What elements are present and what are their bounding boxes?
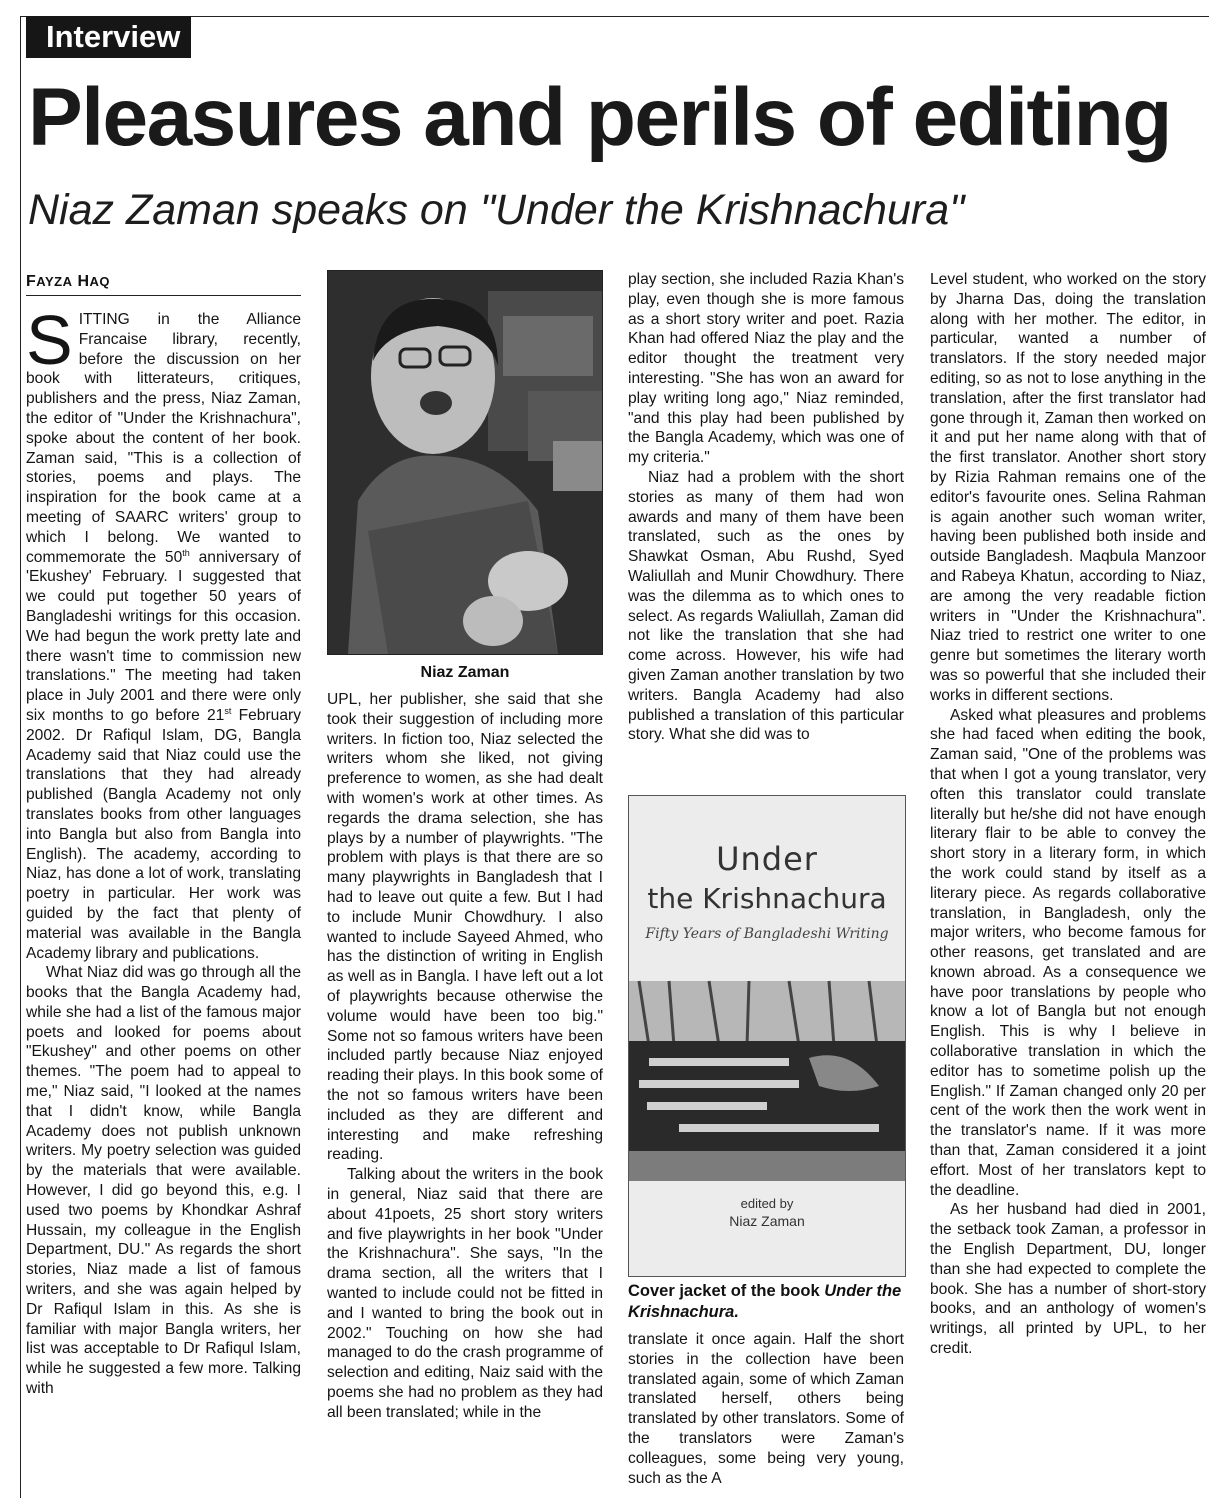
subheadline: Niaz Zaman speaks on "Under the Krishnachura" [28, 186, 965, 234]
superscript: st [224, 705, 232, 716]
paragraph: Asked what pleasures and problems she had faced when editing the book, Zaman said, "One of the problems was that when I got a young translator, very often this translator could translate literally but he/she did not have enough literary flair to be able to convey the short story in a literary form, in which the work could stand by itself as a literary piece. As regards collaborative translation, in Bangladesh, only the major writers, who become famous for other reasons, get translated and are known abroad. As a consequence we have poor translations by people who know a lot of Bangla but not enough English. This is why I believe in collaborative translation in which the editor has to sometime polish up the English." If Zaman changed only 20 per cent of the work then the work went in the translator's name. If it was more than that, Zaman considered it a joint effort. Most of her translators kept to the deadline. [930, 706, 1206, 1199]
byline-rest-f: AYZA [36, 274, 73, 289]
text-run: February 2002. Dr Rafiqul Islam, DG, Bangla Academy said that Niaz could use the translations that they had already published (Bangla Academy not only translates books from other languages into Bangla but also from Bangla into English). The academy, according to Niaz, has done a lot of work, translating poetry in particular. Her work was guided by the fact that plenty of material was available in the Bangla Academy library and publications. [26, 706, 301, 962]
paragraph: Level student, who worked on the story by Jharna Das, doing the translation along with her mother. The editor, in particular, wanted a number of translators. If the story needed major editing, so as not to lose anything in the translation, after the first translator had gone through it, Zaman then worked on it and put her name along with that of the first translator. Another short story by Rizia Rahman remains one of the editor's favourite ones. Selina Rahman is again another such woman writer, having been published both inside and outside Bangladesh. Maqbula Manzoor and Rabeya Khatun, according to Niaz, are among the very readable fiction writers in "Under the Krishnachura". Niaz tried to restrict one writer to one genre but sometimes the literary worth was so powerful that she included their works in different sections. [930, 271, 1206, 704]
section-tag: Interview [26, 16, 191, 58]
article-column-4 [930, 270, 1206, 1359]
book-cover [628, 795, 906, 1277]
paragraph: As her husband had died in 2001, the setback took Zaman, a professor in the English Department, DU, longer than she had expected to complete the book. She has a number of short-story books, and an anthology of women's writings, all printed by UPL, to her credit. [930, 1201, 1206, 1358]
paragraph [26, 301, 301, 963]
article-column-1 [26, 301, 301, 1399]
byline-rest-h: AQ [89, 274, 110, 289]
portrait-image [328, 271, 602, 654]
paragraph: What Niaz did was go through all the books that the Bangla Academy had, while she had a list of the famous major poets and looked for poems about "Ekushey" and other poems on other themes. "The poem had to appeal to me," Niaz said, "I looked at the names that I didn't know, while Bangla Academy does not publish unknown writers. My poetry selection was guided by the materials that were available. However, I did go beyond this, e.g. I used two poems by Khondkar Ashraf Hussain, my colleague in the English Department, DU." As regards the short stories, Niaz made a list of famous writers, and she was again helped by Dr Rafiqul Islam in this. As she is familiar with major Bangla writers, her list was acceptable to Dr Rafiqul Islam, while he suggested a few more. Talking with [26, 964, 301, 1398]
drop-cap: S [26, 301, 73, 379]
byline-initial-f: F [26, 273, 37, 290]
superscript: th [182, 547, 190, 558]
top-rule [20, 16, 1209, 17]
cover-title-line-1: Under [716, 840, 818, 878]
article-column-3 [628, 270, 904, 745]
cover-title-line-2: the Krishnachura [647, 882, 887, 915]
cover-caption [628, 1281, 908, 1323]
cover-editor: Niaz Zaman [729, 1213, 805, 1229]
portrait-photo [327, 270, 603, 655]
photo-caption: Niaz Zaman [420, 664, 510, 681]
headline: Pleasures and perils of editing [28, 72, 1171, 163]
cover-edited-by: edited by [740, 1196, 794, 1211]
paragraph: UPL, her publisher, she said that she took their suggestion of including more writers. In fiction too, Niaz selected the writers whom she liked, not giving preference to women, as she had dealt with women's work at other times. As regards the drama selection, she has plays by a number of playwrights. "The problem with plays is that there are so many playwrights in Bangladesh that I had to leave out quite a few. But I had to include Munir Chowdhury. I also wanted to include Sayeed Ahmed, who has the distinction of writing in English as well as in Bangla. I have left out a lot of playwrights because otherwise the volume would have been too big." Some not so famous writers have been included partly because Niaz enjoyed reading their plays. In this book some of the not so famous writers have been included as they are different and interesting and make refreshing reading. [327, 691, 603, 1164]
text-run: ITTING in the Alliance Francaise library, recently, before the discussion on her book with litterateurs, critiques, publishers and the press, Niaz Zaman, the editor of "Under the Krishnachura", spoke about the content of her book. Zaman said, "This is a collection of stories, poems and plays. The inspiration for the book came at a meeting of SAARC writers' group to which I belong. We wanted to commemorate the 50 [26, 311, 301, 566]
byline [26, 273, 301, 296]
caption-text: Cover jacket of the book [628, 1282, 825, 1300]
article-column-2 [327, 690, 603, 1422]
paragraph: Talking about the writers in the book in general, Niaz said that there are about 41poets, 25 short story writers and five playwrights in her book "Under the Krishnachura". She says, "In the drama section, all the writers that I wanted to include could not be fitted in and I wanted to bring the book out in 2002." Touching on how she had managed to do the crash programme of selection and editing, Naiz said with the poems she had no problem as they had all been translated; while in the [327, 1166, 603, 1421]
article-column-3-continued [628, 1330, 904, 1488]
paragraph: Niaz had a problem with the short stories as many of them had won awards and many of them have been translated, such as the ones by Shawkat Osman, Abu Rushd, Syed Waliullah and Munir Chowdhury. There was the dilemma as to which ones to select. As regards Waliullah, Zaman did not like the translation that she had come across. However, his wife had given Zaman another translation by two writers. Bangla Academy had also published a translation of this particular story. What she did was to [628, 468, 904, 744]
left-rule [20, 16, 21, 1498]
text-run: anniversary of 'Ekushey' February. I suggested that we could put together 50 years of Bangladeshi writings for this occasion. We had begun the work pretty late and there wasn't time to commission new translations." The meeting had taken place in July 2001 and there were only six months to go before 21 [26, 548, 301, 724]
caption-book-title: Under the Krishnachura. [628, 1282, 902, 1321]
paragraph: play section, she included Razia Khan's play, even though she is more famous as a short story writer and poet. Razia Khan had offered Niaz the play and the editor thought the treatment very interesting. "She has won an award for play writing long ago," Niaz reminded, "and this play had been published by the Bangla Academy, which was one of my criteria." [628, 271, 904, 467]
paragraph: translate it once again. Half the short stories in the collection have been translated again, some of which Zaman translated herself, others being translated by other translators. Some of the translators were Zaman's colleagues, some being very young, such as the A [628, 1331, 904, 1487]
byline-initial-h: H [77, 273, 90, 290]
cover-subtitle: Fifty Years of Bangladeshi Writing [645, 926, 889, 942]
